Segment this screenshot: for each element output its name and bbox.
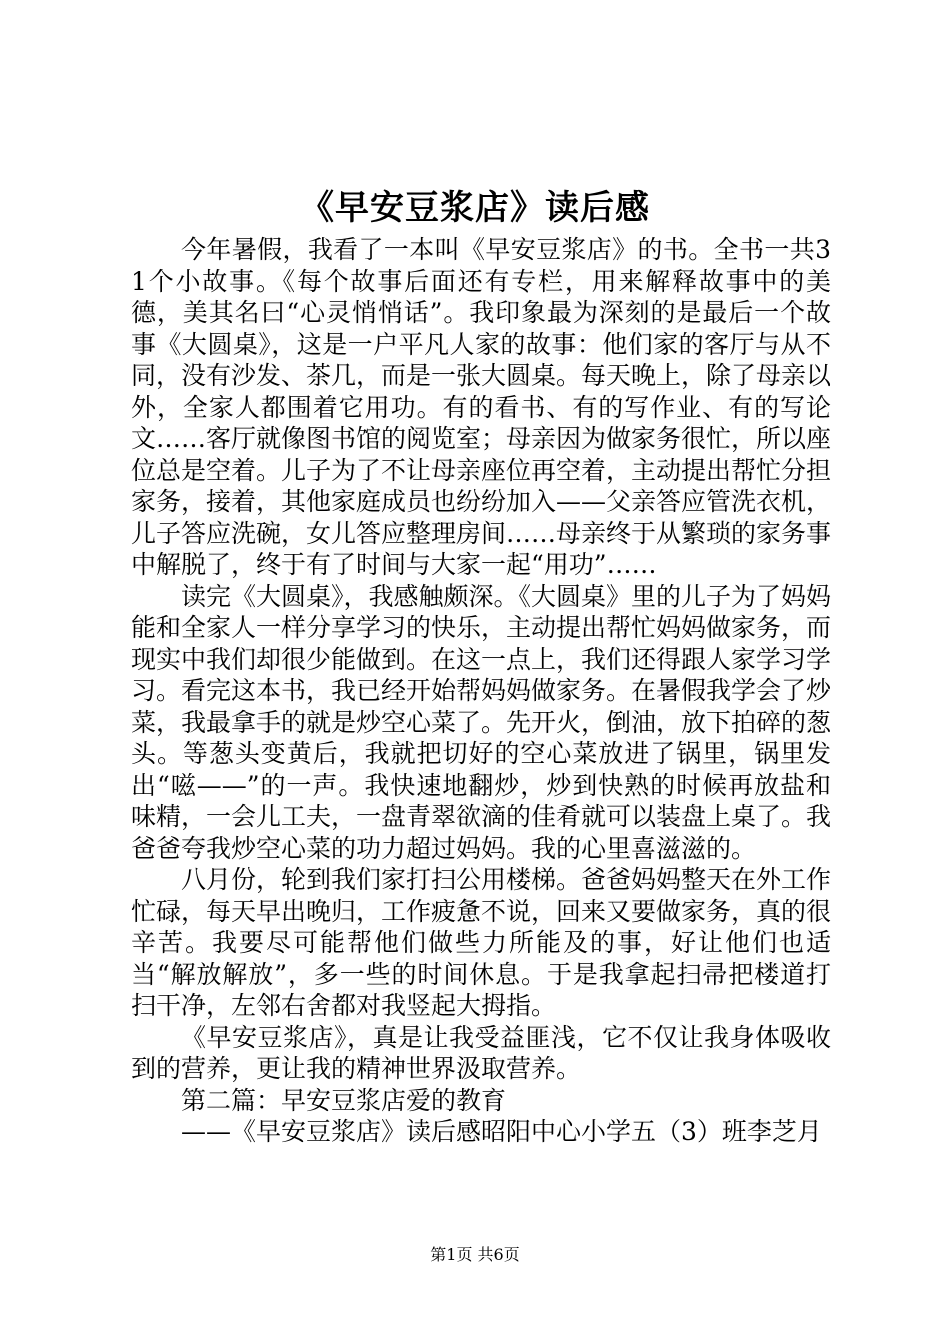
- paragraph: 读完《大圆桌》，我感触颇深。《大圆桌》里的儿子为了妈妈能和全家人一样分享学习的快乐，主动提出帮忙妈妈做家务，而现实中我们却很少能做到。在这一点上，我们还得跟人家学习学习。看完这本书，我已经开始帮妈妈做家务。在暑假我学会了炒菜，我最拿手的就是炒空心菜了。先开火，倒油，放下拍碎的葱头。等葱头变黄后，我就把切好的空心菜放进了锅里，锅里发出“嗞——”的一声。我快速地翻炒，炒到快熟的时候再放盐和味精，一会儿工夫，一盘青翠欲滴的佳肴就可以装盘上桌了。我爸爸夸我炒空心菜的功力超过妈妈。我的心里喜滋滋的。: [131, 581, 832, 863]
- paragraph: 《早安豆浆店》，真是让我受益匪浅，它不仅让我身体吸收到的营养，更让我的精神世界汲取营养。: [131, 1022, 831, 1083]
- section-heading: 第二篇：早安豆浆店爱的教育: [181, 1085, 507, 1115]
- byline: ——《早安豆浆店》读后感昭阳中心小学五（3）班李芝月: [181, 1117, 822, 1146]
- document-title: 《早安豆浆店》读后感: [300, 188, 650, 228]
- document-body: [131, 234, 831, 1148]
- paragraph: 今年暑假，我看了一本叫《早安豆浆店》的书。全书一共31个小故事。《每个故事后面还有专栏，用来解释故事中的美德，美其名曰“心灵悄悄话”。我印象最为深刻的是最后一个故事《大圆桌》，这是一户平凡人家的故事：他们家的客厅与从不同，没有沙发、茶几，而是一张大圆桌。每天晚上，除了母亲以外，全家人都围着它用功。有的看书、有的写作业、有的写论文……客厅就像图书馆的阅览室；母亲因为做家务很忙，所以座位总是空着。儿子为了不让母亲座位再空着，主动提出帮忙分担家务，接着，其他家庭成员也纷纷加入——父亲答应管洗衣机，儿子答应洗碗，女儿答应整理房间……母亲终于从繁琐的家务事中解脱了，终于有了时间与大家一起“用功”……: [131, 235, 832, 579]
- paragraph: 八月份，轮到我们家打扫公用楼梯。爸爸妈妈整天在外工作忙碌，每天早出晚归，工作疲惫不说，回来又要做家务，真的很辛苦。我要尽可能帮他们做些力所能及的事，好让他们也适当“解放解放”，多一些的时间休息。于是我拿起扫帚把楼道打扫干净，左邻右舍都对我竖起大拇指。: [131, 865, 832, 1020]
- page-indicator: 第1页 共6页: [430, 1245, 520, 1264]
